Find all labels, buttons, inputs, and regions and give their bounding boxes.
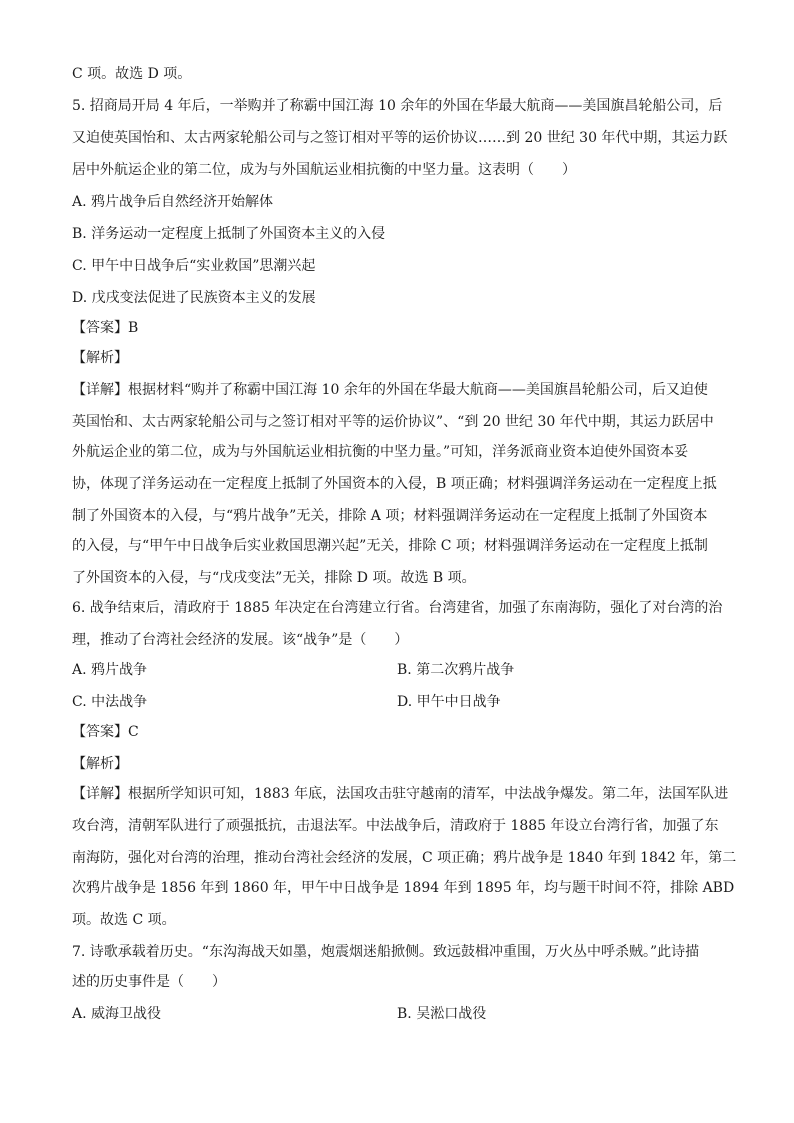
option-a: A. 鸦片战争: [72, 662, 148, 678]
explanation-line: 攻台湾，清朝军队进行了顽强抵抗，击退法军。中法战争后，清政府于 1885 年设立台湾行省，加强了东: [72, 818, 719, 834]
analysis-label: 【解析】: [72, 350, 128, 366]
text-line: C 项。故选 D 项。: [72, 66, 192, 82]
question-7-stem: 7. 诗歌承载着历史。“东沟海战天如墨，炮震烟迷船掀侧。致远鼓楫冲重围，万火丛中呼杀贼。”此诗描: [72, 944, 700, 960]
option-a: A. 鸦片战争后自然经济开始解体: [72, 194, 274, 210]
option-b: B. 洋务运动一定程度上抵制了外国资本主义的入侵: [72, 226, 386, 242]
option-row: [72, 1004, 487, 1024]
analysis-label: 【解析】: [72, 756, 128, 772]
option-b: B. 第二次鸦片战争: [397, 662, 515, 678]
explanation-line: 项。故选 C 项。: [72, 912, 176, 928]
explanation-line: 了外国资本的入侵，与“戊戌变法”无关，排除 D 项。故选 B 项。: [72, 570, 476, 586]
explanation-line: 英国怡和、太古两家轮船公司与之签订相对平等的运价协议”、“到 20 世纪 30 年代中期，其运力跃居中: [72, 414, 714, 430]
explanation-line: 【详解】根据材料“购并了称霸中国江海 10 余年的外国在华最大航商——美国旗昌轮船公司，后又迫使: [72, 382, 708, 398]
answer-label: 【答案】C: [72, 724, 139, 740]
option-a: A. 威海卫战役: [72, 1006, 162, 1022]
explanation-line: 的入侵，与“甲午中日战争后实业救国思潮兴起”无关，排除 C 项；材料强调洋务运动在一定程度上抵制: [72, 538, 708, 554]
explanation-line: 【详解】根据所学知识可知，1883 年底，法国攻击驻守越南的清军，中法战争爆发。第二年，法国军队进: [72, 786, 729, 802]
explanation-line: 南海防，强化对台湾的治理，推动台湾社会经济的发展，C 项正确；鸦片战争是 1840 年到 1842 年，第二: [72, 850, 737, 866]
option-d: D. 戊戌变法促进了民族资本主义的发展: [72, 290, 316, 306]
option-c: C. 中法战争: [72, 694, 148, 710]
option-d: D. 甲午中日战争: [397, 694, 501, 710]
option-row: [72, 660, 515, 680]
explanation-line: 协，体现了洋务运动在一定程度上抵制了外国资本的入侵，B 项正确；材料强调洋务运动在一定程度上抵: [72, 476, 717, 492]
option-row: [72, 692, 501, 712]
text-line: 居中外航运企业的第二位，成为与外国航运业相抗衡的中坚力量。这表明（ ）: [72, 162, 576, 178]
answer-label: 【答案】B: [72, 320, 139, 336]
question-5-stem: 5. 招商局开局 4 年后，一举购并了称霸中国江海 10 余年的外国在华最大航商——美国旗昌轮船公司，后: [72, 98, 723, 114]
text-line: 理，推动了台湾社会经济的发展。该“战争”是（ ）: [72, 632, 409, 648]
explanation-line: 次鸦片战争是 1856 年到 1860 年，甲午中日战争是 1894 年到 1895 年，均与题干时间不符，排除 ABD: [72, 880, 735, 896]
question-6-stem: 6. 战争结束后，清政府于 1885 年决定在台湾建立行省。台湾建省，加强了东南海防，强化了对台湾的治: [72, 600, 723, 616]
option-b: B. 吴淞口战役: [397, 1006, 487, 1022]
text-line: 又迫使英国怡和、太古两家轮船公司与之签订相对平等的运价协议……到 20 世纪 30 年代中期，其运力跃: [72, 130, 728, 146]
option-c: C. 甲午中日战争后“实业救国”思潮兴起: [72, 258, 316, 274]
explanation-line: 制了外国资本的入侵，与“鸦片战争”无关，排除 A 项；材料强调洋务运动在一定程度上抵制了外国资本: [72, 508, 708, 524]
explanation-line: 外航运企业的第二位，成为与外国航运业相抗衡的中坚力量。”可知，洋务派商业资本迫使外国资本妥: [72, 444, 689, 460]
text-line: 述的历史事件是（ ）: [72, 974, 226, 990]
